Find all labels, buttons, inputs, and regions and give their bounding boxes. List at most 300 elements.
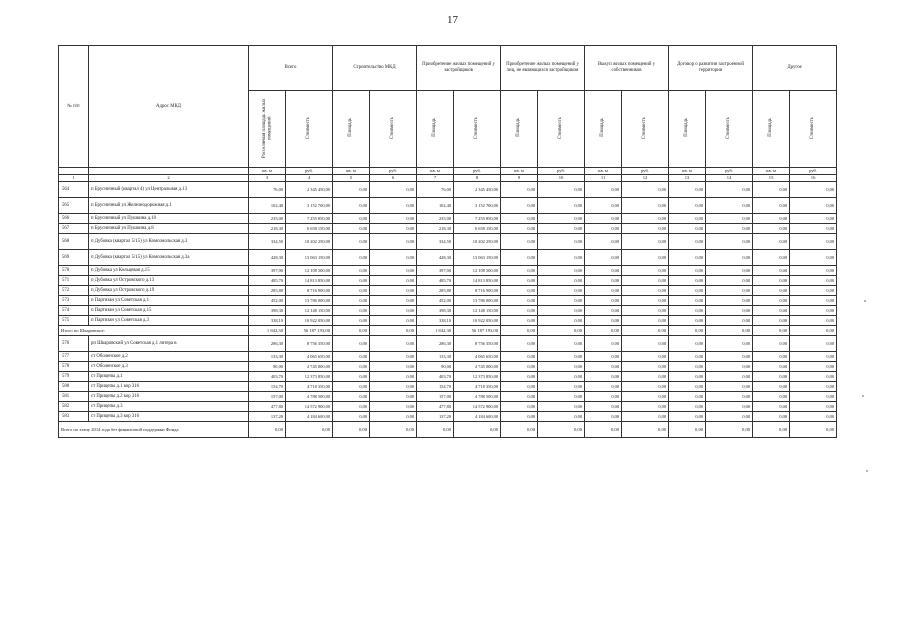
value-cell: 0,00 <box>585 352 622 362</box>
value-cell: 76,00 <box>417 182 454 198</box>
value-cell: 13 786 000,00 <box>454 296 501 306</box>
value-cell: 0,00 <box>538 224 585 234</box>
value-cell: 10 202 250,00 <box>454 234 501 250</box>
value-cell: 7 255 850,00 <box>454 214 501 224</box>
value-cell: 157,00 <box>417 392 454 402</box>
header-group-non-developers: Приобретение жилых помещений у лиц, не являющихся застройщиком <box>501 46 585 91</box>
value-cell: 0,00 <box>333 382 370 392</box>
value-cell: 0,00 <box>790 372 837 382</box>
row-address: п Партизан ул Советская д.15 <box>89 306 249 316</box>
value-cell: 428,30 <box>417 250 454 266</box>
table-row <box>59 316 837 326</box>
value-cell: 0,00 <box>622 198 669 214</box>
unit-cell: руб. <box>622 168 669 175</box>
value-cell: 0,00 <box>790 234 837 250</box>
value-cell: 0,00 <box>538 234 585 250</box>
value-cell: 0,00 <box>370 234 417 250</box>
table-row <box>59 352 837 362</box>
value-cell: 6 658 150,00 <box>286 224 333 234</box>
value-cell: 2 745 000,00 <box>454 362 501 372</box>
page-number: 17 <box>447 14 458 26</box>
value-cell: 10 202 250,00 <box>286 234 333 250</box>
value-cell: 0,00 <box>501 276 538 286</box>
value-cell: 0,00 <box>790 316 837 326</box>
resettlement-table <box>58 45 837 438</box>
total-label: Итого по Шкаровское: <box>59 326 249 336</box>
value-cell: 0,00 <box>370 266 417 276</box>
value-cell: 0,00 <box>370 306 417 316</box>
row-number: 567 <box>59 224 89 234</box>
grand-total-row <box>59 422 837 438</box>
table-row <box>59 198 837 214</box>
value-cell: 334,50 <box>249 234 286 250</box>
value-cell: 90,00 <box>249 362 286 372</box>
value-cell: 0,00 <box>538 382 585 392</box>
value-cell: 235,00 <box>249 214 286 224</box>
value-cell: 0,00 <box>669 422 706 438</box>
value-cell: 0,00 <box>753 412 790 422</box>
value-cell: 13 063 150,00 <box>454 250 501 266</box>
value-cell: 0,00 <box>585 392 622 402</box>
value-cell: 12 108 500,00 <box>286 266 333 276</box>
row-number: 565 <box>59 198 89 214</box>
value-cell: 0,00 <box>706 392 753 402</box>
value-cell: 0,00 <box>333 286 370 296</box>
value-cell: 4 788 500,00 <box>454 392 501 402</box>
value-cell: 0,00 <box>669 412 706 422</box>
table-row <box>59 214 837 224</box>
table-row <box>59 306 837 316</box>
value-cell: 338,10 <box>417 316 454 326</box>
value-cell: 0,00 <box>333 182 370 198</box>
value-cell: 0,00 <box>622 306 669 316</box>
value-cell: 0,00 <box>370 316 417 326</box>
row-number: 580 <box>59 382 89 392</box>
value-cell: 4 065 650,00 <box>286 352 333 362</box>
scan-speck <box>862 395 864 397</box>
value-cell: 0,00 <box>622 266 669 276</box>
value-cell: 398,30 <box>249 306 286 316</box>
value-cell: 0,00 <box>753 214 790 224</box>
value-cell: 452,00 <box>249 296 286 306</box>
value-cell: 0,00 <box>706 306 753 316</box>
value-cell: 0,00 <box>370 326 417 336</box>
value-cell: 0,00 <box>538 250 585 266</box>
row-number: 571 <box>59 276 89 286</box>
column-number-cell: 14 <box>706 175 753 182</box>
value-cell: 0,00 <box>669 286 706 296</box>
value-cell: 0,00 <box>753 276 790 286</box>
total-label: Всего по этапу 2014 года без финансовой поддержки Фонда <box>59 422 249 438</box>
value-cell: 14 813 850,00 <box>286 276 333 286</box>
unit-cell: руб. <box>454 168 501 175</box>
header-cost: Стоимость <box>726 116 732 139</box>
header-cost: Стоимость <box>390 116 396 139</box>
header-area: Площадь <box>768 118 774 138</box>
row-number: 576 <box>59 336 89 352</box>
unit-cell: кв. м <box>249 168 286 175</box>
value-cell: 0,00 <box>753 352 790 362</box>
header-cost: Стоимость <box>474 116 480 139</box>
row-address: п Партизан ул Советская д.1 <box>89 296 249 306</box>
value-cell: 7 255 850,00 <box>286 214 333 224</box>
value-cell: 0,00 <box>333 422 370 438</box>
value-cell: 0,00 <box>669 198 706 214</box>
table-row <box>59 234 837 250</box>
value-cell: 4 718 350,00 <box>286 382 333 392</box>
value-cell: 137,20 <box>249 412 286 422</box>
value-cell: 0,00 <box>333 352 370 362</box>
row-address: ст Прицепы д.2 кор 316 <box>89 392 249 402</box>
value-cell: 0,00 <box>501 392 538 402</box>
value-cell: 0,00 <box>585 382 622 392</box>
value-cell: 0,00 <box>538 336 585 352</box>
value-cell: 0,00 <box>501 198 538 214</box>
unit-cell: руб. <box>538 168 585 175</box>
value-cell: 0,00 <box>790 224 837 234</box>
table-row <box>59 402 837 412</box>
value-cell: 0,00 <box>333 412 370 422</box>
value-cell: 14 813 850,00 <box>454 276 501 286</box>
value-cell: 0,00 <box>538 422 585 438</box>
column-number-cell: 1 <box>59 175 89 182</box>
header-cost: Стоимость <box>810 116 816 139</box>
value-cell: 4 184 600,00 <box>454 412 501 422</box>
value-cell: 0,00 <box>585 306 622 316</box>
value-cell: 0,00 <box>585 362 622 372</box>
value-cell: 0,00 <box>585 286 622 296</box>
row-address: ст Прицепы д.1 <box>89 372 249 382</box>
value-cell: 0,00 <box>706 402 753 412</box>
value-cell: 12 108 500,00 <box>454 266 501 276</box>
value-cell: 0,00 <box>501 224 538 234</box>
value-cell: 0,00 <box>622 412 669 422</box>
row-number: 566 <box>59 214 89 224</box>
value-cell: 0,00 <box>538 214 585 224</box>
value-cell: 0,00 <box>669 392 706 402</box>
value-cell: 285,80 <box>249 286 286 296</box>
value-cell: 0,00 <box>753 198 790 214</box>
value-cell: 0,00 <box>790 336 837 352</box>
value-cell: 0,00 <box>370 336 417 352</box>
value-cell: 0,00 <box>622 182 669 198</box>
value-cell: 286,30 <box>249 336 286 352</box>
value-cell: 0,00 <box>622 276 669 286</box>
value-cell: 12 373 850,00 <box>286 372 333 382</box>
value-cell: 0,00 <box>585 266 622 276</box>
value-cell: 0,00 <box>790 306 837 316</box>
value-cell: 338,10 <box>249 316 286 326</box>
value-cell: 0,00 <box>370 276 417 286</box>
value-cell: 0,00 <box>622 422 669 438</box>
scan-speck <box>864 300 866 302</box>
value-cell: 0,00 <box>669 382 706 392</box>
value-cell: 0,00 <box>622 214 669 224</box>
value-cell: 0,00 <box>790 382 837 392</box>
header-area: Площадь <box>432 118 438 138</box>
value-cell: 2 745 000,00 <box>286 362 333 372</box>
value-cell: 0,00 <box>753 422 790 438</box>
value-cell: 0,00 <box>669 306 706 316</box>
value-cell: 0,00 <box>753 326 790 336</box>
value-cell: 6 658 150,00 <box>454 224 501 234</box>
value-cell: 1 842,30 <box>417 326 454 336</box>
value-cell: 0,00 <box>669 352 706 362</box>
value-cell: 0,00 <box>501 336 538 352</box>
value-cell: 0,00 <box>585 276 622 286</box>
header-group-other: Другое <box>753 46 837 91</box>
value-cell: 0,00 <box>585 198 622 214</box>
column-number-cell: 4 <box>286 175 333 182</box>
table-row <box>59 392 837 402</box>
value-cell: 0,00 <box>501 412 538 422</box>
value-cell: 0,00 <box>669 234 706 250</box>
unit-cell: руб. <box>370 168 417 175</box>
row-address: п Дубовка ул Островского д.19 <box>89 286 249 296</box>
value-cell: 0,00 <box>753 182 790 198</box>
value-cell: 0,00 <box>333 362 370 372</box>
value-cell: 0,00 <box>333 392 370 402</box>
value-cell: 0,00 <box>622 336 669 352</box>
value-cell: 0,00 <box>333 224 370 234</box>
value-cell: 0,00 <box>333 336 370 352</box>
value-cell: 0,00 <box>585 250 622 266</box>
value-cell: 0,00 <box>706 382 753 392</box>
column-number-cell: 11 <box>585 175 622 182</box>
value-cell: 133,30 <box>249 352 286 362</box>
value-cell: 0,00 <box>622 316 669 326</box>
row-address: п Дубовка (квартал 5/15) ул Комсомольская д.3а <box>89 250 249 266</box>
value-cell: 0,00 <box>585 326 622 336</box>
row-number: 569 <box>59 250 89 266</box>
value-cell: 76,00 <box>249 182 286 198</box>
value-cell: 398,30 <box>417 306 454 316</box>
value-cell: 235,00 <box>417 214 454 224</box>
value-cell: 0,00 <box>753 296 790 306</box>
value-cell: 12 373 850,00 <box>454 372 501 382</box>
value-cell: 0,00 <box>501 382 538 392</box>
header-group-total: Всего <box>249 46 333 91</box>
value-cell: 218,30 <box>417 224 454 234</box>
value-cell: 0,00 <box>706 362 753 372</box>
value-cell: 0,00 <box>585 296 622 306</box>
header-cost: Стоимость <box>642 116 648 139</box>
row-number: 581 <box>59 392 89 402</box>
column-number-cell: 3 <box>249 175 286 182</box>
value-cell: 0,00 <box>370 182 417 198</box>
table-row <box>59 382 837 392</box>
value-cell: 0,00 <box>706 234 753 250</box>
value-cell: 0,00 <box>370 382 417 392</box>
value-cell: 0,00 <box>286 422 333 438</box>
value-cell: 0,00 <box>538 372 585 382</box>
units-row <box>59 168 837 175</box>
row-number: 574 <box>59 306 89 316</box>
value-cell: 0,00 <box>753 234 790 250</box>
unit-cell: кв. м <box>753 168 790 175</box>
value-cell: 0,00 <box>585 182 622 198</box>
value-cell: 0,00 <box>333 306 370 316</box>
value-cell: 0,00 <box>585 224 622 234</box>
value-cell: 0,00 <box>790 296 837 306</box>
value-cell: 0,00 <box>501 250 538 266</box>
value-cell: 0,00 <box>538 412 585 422</box>
row-number: 582 <box>59 402 89 412</box>
value-cell: 90,00 <box>417 362 454 372</box>
value-cell: 452,00 <box>417 296 454 306</box>
value-cell: 0,00 <box>538 286 585 296</box>
value-cell: 0,00 <box>753 382 790 392</box>
table-header <box>59 46 837 182</box>
row-address: п Дубовка ул Островского д.13 <box>89 276 249 286</box>
value-cell: 133,30 <box>417 352 454 362</box>
value-cell: 0,00 <box>706 182 753 198</box>
value-cell: 0,00 <box>790 392 837 402</box>
column-number-cell: 7 <box>417 175 454 182</box>
unit-cell: кв. м <box>501 168 538 175</box>
row-number: 583 <box>59 412 89 422</box>
table-row <box>59 362 837 372</box>
value-cell: 0,00 <box>538 362 585 372</box>
value-cell: 12 148 150,00 <box>286 306 333 316</box>
value-cell: 0,00 <box>706 266 753 276</box>
value-cell: 0,00 <box>538 266 585 276</box>
table-body <box>59 182 837 438</box>
value-cell: 485,70 <box>417 276 454 286</box>
value-cell: 0,00 <box>333 198 370 214</box>
row-address: ст Оболенское д.2 <box>89 352 249 362</box>
value-cell: 0,00 <box>538 182 585 198</box>
value-cell: 0,00 <box>622 402 669 412</box>
row-number: 577 <box>59 352 89 362</box>
unit-cell: кв. м <box>417 168 454 175</box>
value-cell: 0,00 <box>622 296 669 306</box>
value-cell: 0,00 <box>370 214 417 224</box>
column-number-cell: 15 <box>753 175 790 182</box>
value-cell: 0,00 <box>501 182 538 198</box>
column-number-cell: 6 <box>370 175 417 182</box>
value-cell: 0,00 <box>753 250 790 266</box>
value-cell: 0,00 <box>706 276 753 286</box>
value-cell: 0,00 <box>333 372 370 382</box>
value-cell: 0,00 <box>790 326 837 336</box>
row-address: п Брусничный ул Пушкина д.8 <box>89 224 249 234</box>
value-cell: 0,00 <box>706 422 753 438</box>
value-cell: 0,00 <box>790 352 837 362</box>
value-cell: 0,00 <box>706 296 753 306</box>
value-cell: 0,00 <box>249 422 286 438</box>
column-number-cell: 8 <box>454 175 501 182</box>
row-address: п Партизан ул Советская д.3 <box>89 316 249 326</box>
value-cell: 0,00 <box>669 402 706 412</box>
value-cell: 0,00 <box>706 412 753 422</box>
value-cell: 0,00 <box>370 412 417 422</box>
value-cell: 0,00 <box>622 382 669 392</box>
row-address: п Брусничный ул Железнодорожная д.1 <box>89 198 249 214</box>
table-row <box>59 412 837 422</box>
table-row <box>59 224 837 234</box>
value-cell: 0,00 <box>706 336 753 352</box>
value-cell: 0,00 <box>622 250 669 266</box>
value-cell: 0,00 <box>669 372 706 382</box>
value-cell: 8 756 350,00 <box>454 336 501 352</box>
header-cost: Стоимость <box>306 116 312 139</box>
table-row <box>59 266 837 276</box>
header-group-development-contract: Договор о развитии застроенной территории <box>669 46 753 91</box>
value-cell: 0,00 <box>501 362 538 372</box>
value-cell: 4 718 350,00 <box>454 382 501 392</box>
value-cell: 428,30 <box>249 250 286 266</box>
table-row <box>59 336 837 352</box>
unit-cell: кв. м <box>333 168 370 175</box>
value-cell: 0,00 <box>501 352 538 362</box>
row-number: 579 <box>59 372 89 382</box>
value-cell: 0,00 <box>669 362 706 372</box>
value-cell: 0,00 <box>538 306 585 316</box>
value-cell: 0,00 <box>790 266 837 276</box>
value-cell: 0,00 <box>333 234 370 250</box>
row-address: ст Прицепы д.3 <box>89 402 249 412</box>
unit-cell: кв. м <box>669 168 706 175</box>
value-cell: 2 345 450,00 <box>454 182 501 198</box>
value-cell: 0,00 <box>790 214 837 224</box>
value-cell: 0,00 <box>333 250 370 266</box>
value-cell: 0,00 <box>622 224 669 234</box>
header-area: Площадь <box>516 118 522 138</box>
table-row <box>59 276 837 286</box>
value-cell: 3 152 700,00 <box>286 198 333 214</box>
value-cell: 0,00 <box>585 316 622 326</box>
value-cell: 0,00 <box>333 296 370 306</box>
subtotal-row <box>59 326 837 336</box>
column-numbers-row <box>59 175 837 182</box>
value-cell: 0,00 <box>333 214 370 224</box>
value-cell: 0,00 <box>370 422 417 438</box>
value-cell: 4 065 650,00 <box>454 352 501 362</box>
value-cell: 0,00 <box>370 296 417 306</box>
scan-speck <box>866 470 868 472</box>
value-cell: 397,00 <box>249 266 286 276</box>
value-cell: 0,00 <box>333 316 370 326</box>
column-number-cell: 10 <box>538 175 585 182</box>
value-cell: 0,00 <box>706 224 753 234</box>
value-cell: 0,00 <box>753 316 790 326</box>
row-address: п Дубовка ул Кольцевая д.15 <box>89 266 249 276</box>
value-cell: 0,00 <box>333 402 370 412</box>
value-cell: 0,00 <box>333 276 370 286</box>
row-address: ст Прицепы д.1 кор 316 <box>89 382 249 392</box>
value-cell: 0,00 <box>585 372 622 382</box>
value-cell: 218,30 <box>249 224 286 234</box>
value-cell: 403,70 <box>417 372 454 382</box>
value-cell: 0,00 <box>753 336 790 352</box>
value-cell: 0,00 <box>753 372 790 382</box>
value-cell: 0,00 <box>622 352 669 362</box>
value-cell: 0,00 <box>370 362 417 372</box>
value-cell: 0,00 <box>538 352 585 362</box>
value-cell: 0,00 <box>669 296 706 306</box>
value-cell: 0,00 <box>669 250 706 266</box>
value-cell: 102,40 <box>417 198 454 214</box>
value-cell: 285,80 <box>417 286 454 296</box>
value-cell: 102,40 <box>249 198 286 214</box>
value-cell: 0,00 <box>669 182 706 198</box>
value-cell: 14 572 900,00 <box>286 402 333 412</box>
value-cell: 56 187 193,00 <box>286 326 333 336</box>
value-cell: 8 756 350,00 <box>286 336 333 352</box>
value-cell: 0,00 <box>790 402 837 412</box>
value-cell: 0,00 <box>585 234 622 250</box>
